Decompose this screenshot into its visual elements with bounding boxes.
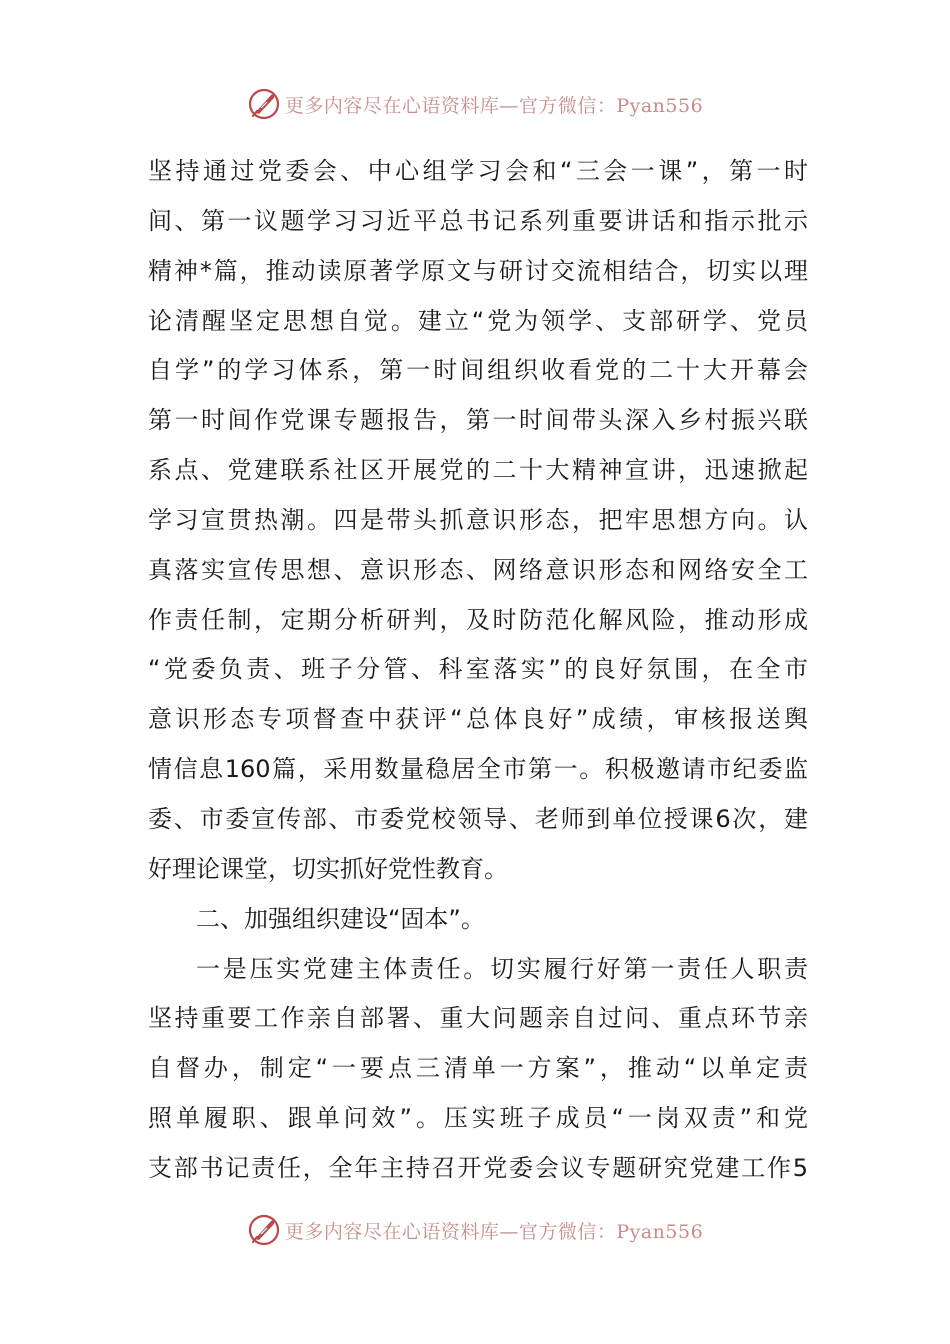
body-line: 好理论课堂，切实抓好党性教育。: [148, 854, 508, 883]
section-heading: 二、加强组织建设“固本”。: [196, 904, 485, 933]
body-line: “党委负责、班子分管、科室落实”的良好氛围，在全市: [148, 655, 808, 684]
body-line: 坚持重要工作亲自部署、重大问题亲自过问、重点环节亲: [148, 1004, 808, 1033]
header-watermark-text: 更多内容尽在心语资料库—官方微信：Pyan556: [284, 94, 704, 117]
document-body: [148, 147, 808, 1194]
quill-pen-logo-icon: [247, 87, 281, 121]
body-line: 支部书记责任，全年主持召开党委会议专题研究党建工作5: [148, 1153, 808, 1182]
body-line: 委、市委宣传部、市委党校领导、老师到单位授课6次，建: [148, 804, 808, 833]
body-line: 精神*篇，推动读原著学原文与研讨交流相结合，切实以理: [148, 256, 808, 285]
body-line: 论清醒坚定思想自觉。建立“党为领学、支部研学、党员: [148, 306, 808, 335]
body-line: 真落实宣传思想、意识形态、网络意识形态和网络安全工: [148, 555, 808, 584]
body-line: 作责任制，定期分析研判，及时防范化解风险，推动形成: [148, 605, 808, 634]
body-line: 情信息160篇，采用数量稳居全市第一。积极邀请市纪委监: [148, 755, 808, 784]
body-line: 一是压实党建主体责任。切实履行好第一责任人职责: [196, 954, 808, 983]
header-watermark: [0, 82, 950, 126]
footer-watermark-text: 更多内容尽在心语资料库—官方微信：Pyan556: [284, 1220, 704, 1243]
body-line: 自督办，制定“一要点三清单一方案”，推动“以单定责: [148, 1054, 808, 1083]
body-line: 坚持通过党委会、中心组学习会和“三会一课”，第一时: [148, 157, 808, 185]
body-line: 照单履职、跟单问效”。压实班子成员“一岗双责”和党: [148, 1104, 808, 1133]
body-line: 学习宣贯热潮。四是带头抓意识形态，把牢思想方向。认: [148, 505, 808, 534]
body-line: 间、第一议题学习习近平总书记系列重要讲话和指示批示: [148, 206, 808, 235]
quill-pen-logo-icon: [247, 1213, 281, 1247]
body-line: 意识形态专项督查中获评“总体良好”成绩，审核报送舆: [148, 705, 808, 734]
footer-watermark: [0, 1208, 950, 1252]
body-line: 第一时间作党课专题报告，第一时间带头深入乡村振兴联: [148, 406, 808, 435]
body-line: 系点、党建联系社区开展党的二十大精神宣讲，迅速掀起: [148, 456, 808, 485]
body-line: 自学”的学习体系，第一时间组织收看党的二十大开幕会: [148, 356, 808, 385]
